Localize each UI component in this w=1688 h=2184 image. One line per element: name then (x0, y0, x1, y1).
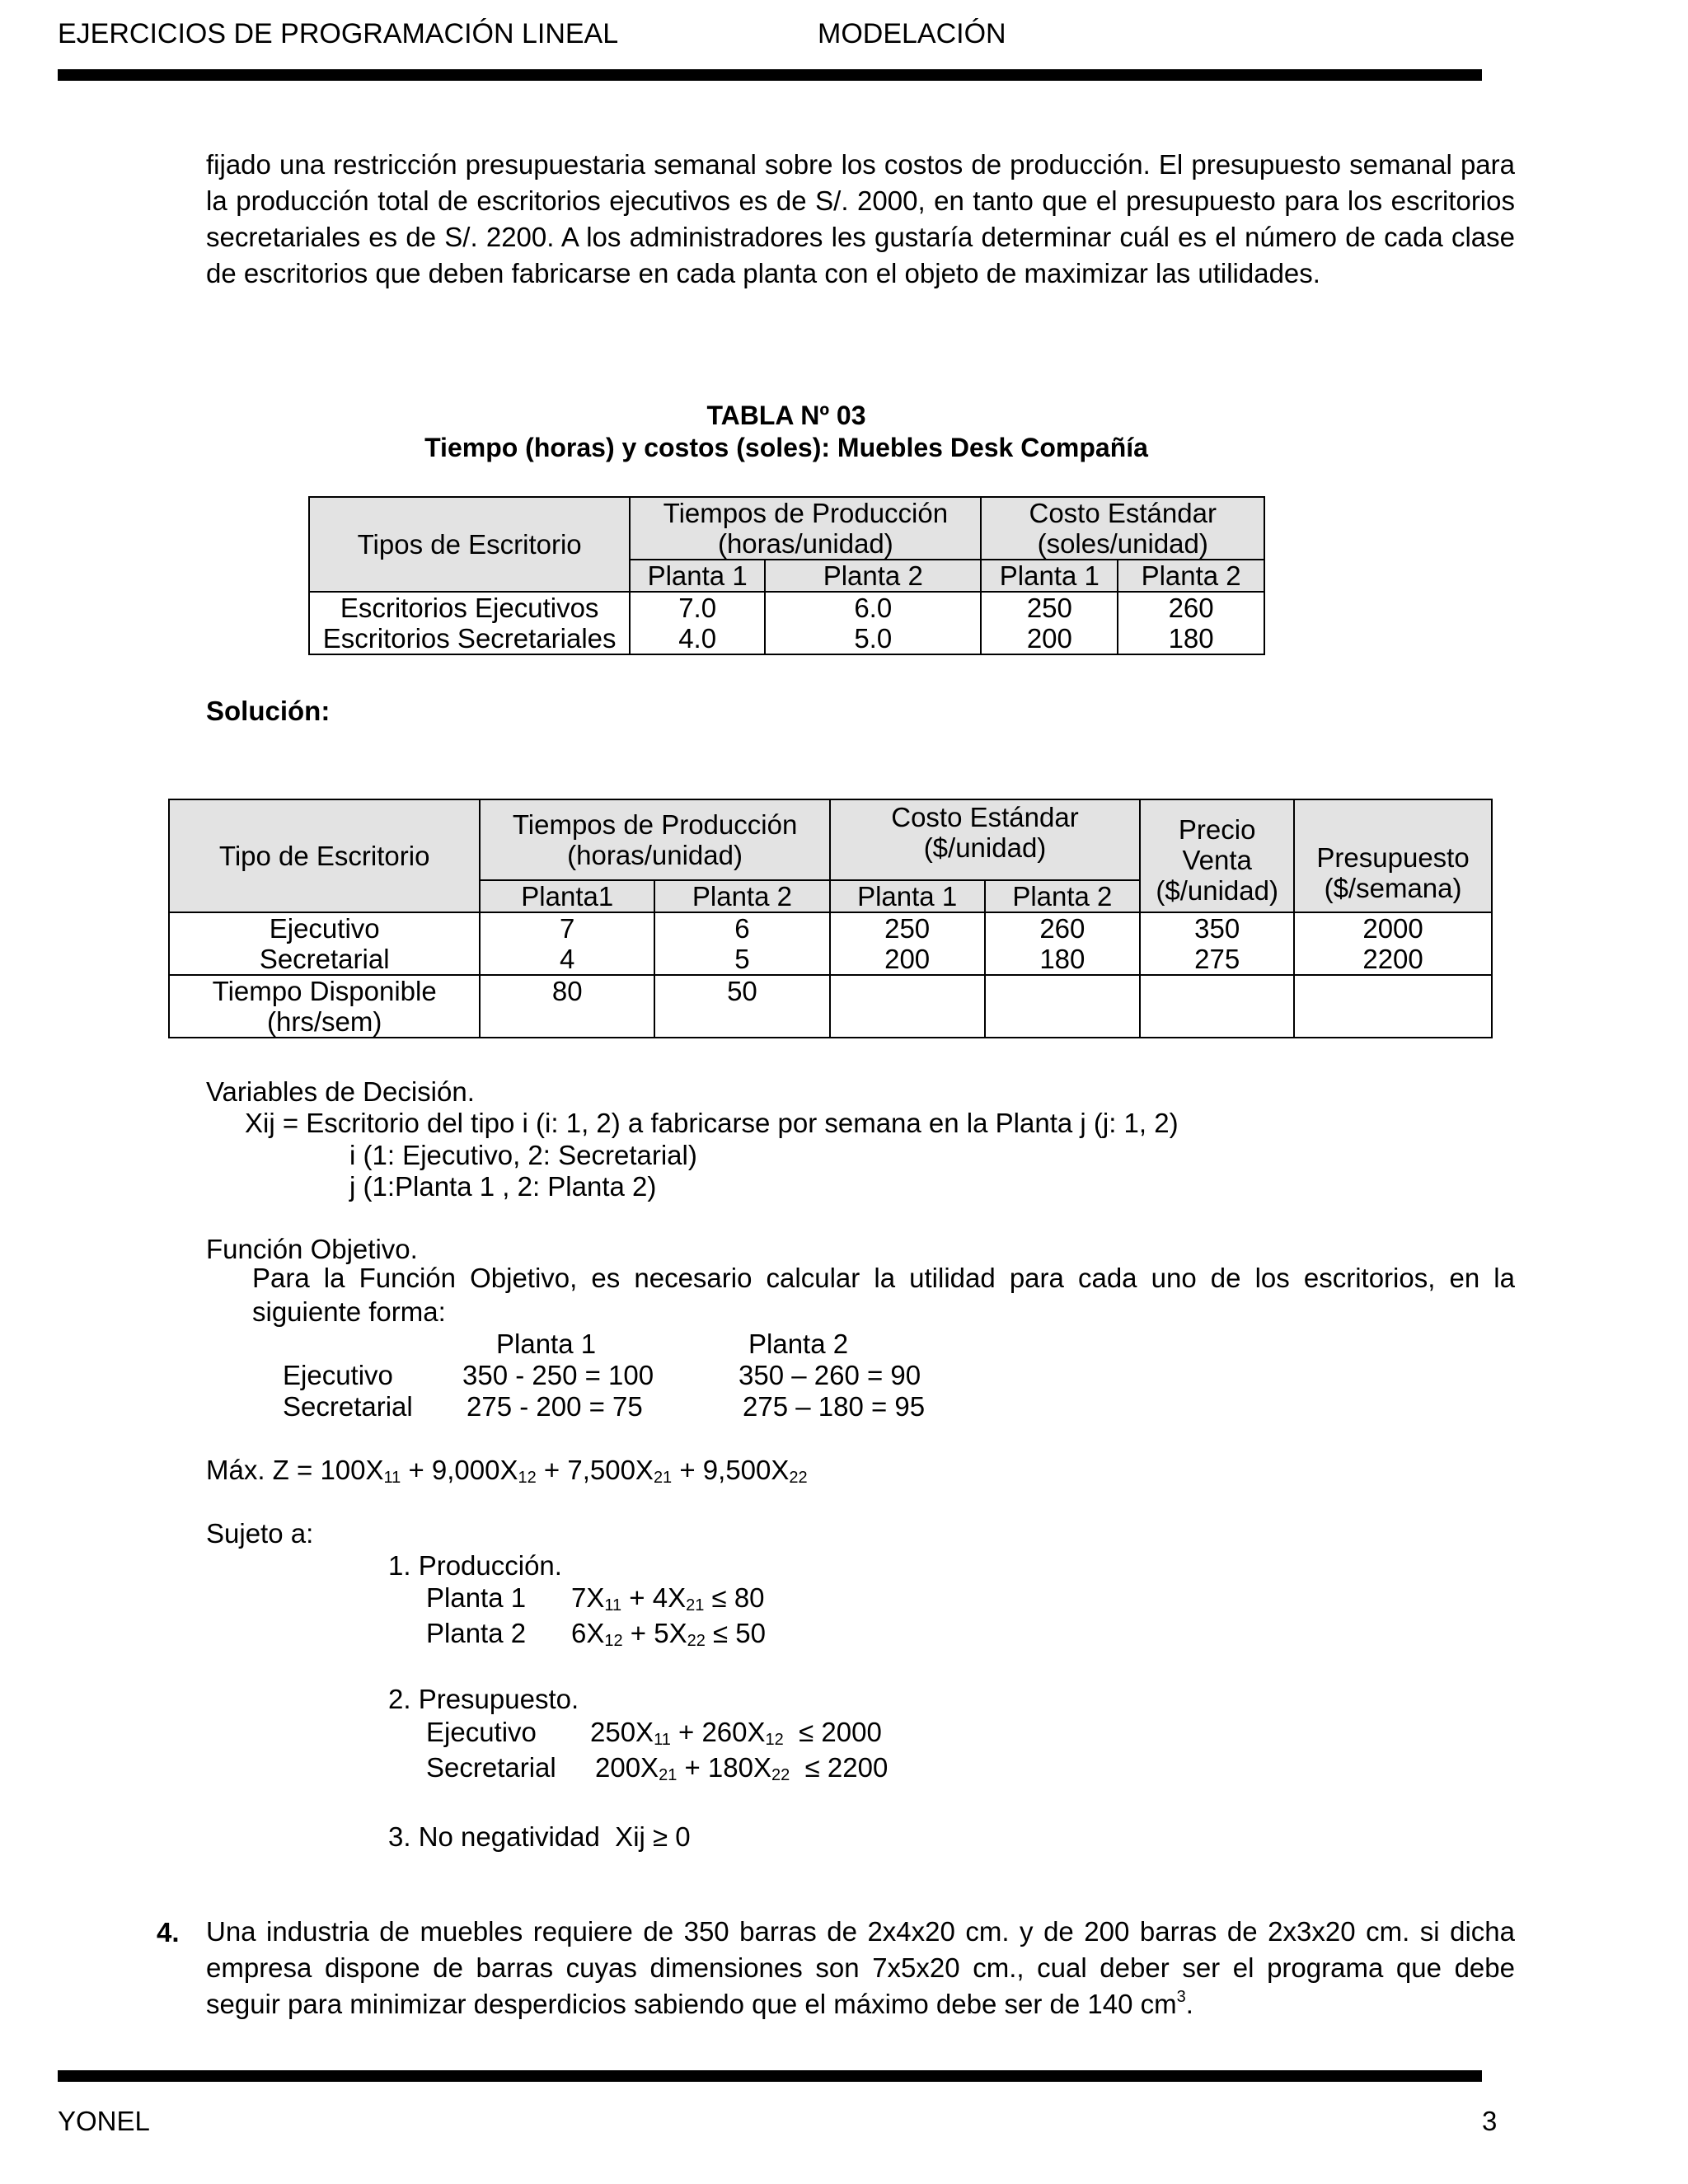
funcion-secretarial-p1: 275 - 200 = 75 (467, 1391, 643, 1422)
solution-tiempo-label: Tiempo Disponible (hrs/sem) (169, 975, 480, 1038)
constraint-ejecutivo: $250X_{11} + 260X_{12} \le 2000$ (590, 1717, 882, 1749)
problem4-line: empresa dispone de barras cuyas dimensiones son 7x5x20 cm., cual deber ser el programa que debe (206, 1952, 1515, 1983)
solution-cell: 5 (654, 944, 830, 975)
table-row (169, 975, 1492, 1038)
funcion-secretarial-p2: 275 – 180 = 95 (743, 1391, 926, 1422)
funcion-header-planta2: Planta 2 (748, 1329, 849, 1359)
solution-cell: 6 (654, 912, 830, 944)
constraint-planta2: $6X_{12} + 5X_{22} \le 50$ (571, 1618, 767, 1650)
sujeto-label: Sujeto a: (206, 1518, 314, 1549)
solution-cell: 80 (480, 975, 654, 1038)
page-number: 3 (1482, 2106, 1498, 2136)
solution-cell: 250 (830, 912, 985, 944)
solution-sub-header: Planta 1 (830, 880, 985, 912)
table3-col-tipo: Tipos de Escritorio (309, 497, 630, 592)
solution-cell-empty (1294, 975, 1492, 1038)
table3-cell: 250 (981, 592, 1118, 623)
objective-function: Máx. $Z = 100X_{11} + 9,000X_{12} + 7,500X_{21} + 9,500X_{22}$ (206, 1455, 808, 1487)
solution-sub-header: Planta1 (480, 880, 654, 912)
table3-cell: 6.0 (765, 592, 981, 623)
table-row (309, 623, 1264, 654)
intro-paragraph (206, 147, 1515, 292)
table3-sub-header: Planta 2 (765, 560, 981, 592)
solution-cell: 350 (1140, 912, 1294, 944)
variables-j: j (1:Planta 1 , 2: Planta 2) (349, 1171, 657, 1202)
intro-line: fijado una restricción presupuestaria semanal sobre los costos de producción. El presupuesto semanal para (206, 149, 1515, 180)
intro-line: secretariales es de S/. 2200. A los administradores les gustaría determinar cuál es el número de cada clase (206, 222, 1515, 252)
variables-title: Variables de Decisión. (206, 1076, 475, 1107)
solution-cell: 4 (480, 944, 654, 975)
table3-group-costo: Costo Estándar (soles/unidad) (981, 497, 1264, 560)
table3-cell: 180 (1118, 623, 1264, 654)
table3-subtitle: Tiempo (horas) y costos (soles): Muebles Desk Compañía (424, 433, 1148, 462)
solution-col-tipo: Tipo de Escritorio (169, 799, 480, 912)
table3-sub-header: Planta 2 (1118, 560, 1264, 592)
constraint-ejecutivo-label: Ejecutivo (426, 1717, 537, 1747)
solution-cell: 180 (985, 944, 1141, 975)
problem4-line: seguir para minimizar desperdicios sabiendo que el máximo debe ser de 140 $cm^3$. (206, 1988, 1193, 2019)
solution-cell-empty (1140, 975, 1294, 1038)
problem4-number: 4. (157, 1917, 180, 1947)
solution-cell-empty (985, 975, 1141, 1038)
header-rule (58, 69, 1482, 81)
constraint-secretarial-label: Secretarial (426, 1752, 556, 1783)
funcion-row-ejecutivo: Ejecutivo (283, 1360, 393, 1390)
constraint-presupuesto-title: 2. Presupuesto. (388, 1684, 579, 1714)
intro-line: de escritorios que deben fabricarse en cada planta con el objeto de maximizar las utilidades. (206, 258, 1320, 288)
solution-cell-empty (830, 975, 985, 1038)
table3-group-tiempos: Tiempos de Producción (horas/unidad) (630, 497, 981, 560)
constraint-secretarial: $200X_{21} + 180X_{22} \le 2200$ (595, 1752, 889, 1784)
header-left: EJERCICIOS DE PROGRAMACIÓN LINEAL (58, 18, 619, 49)
problem4-text (206, 1914, 1515, 2022)
constraint-planta1-label: Planta 1 (426, 1582, 527, 1613)
funcion-ejecutivo-p1: 350 - 250 = 100 (462, 1360, 654, 1390)
solution-cell: Secretarial (169, 944, 480, 975)
solution-col-presupuesto: Presupuesto ($/semana) (1294, 799, 1492, 912)
solution-group-costo: Costo Estándar ($/unidad) (830, 799, 1140, 880)
table3-cell: Escritorios Secretariales (309, 623, 630, 654)
table3-cell: 4.0 (630, 623, 765, 654)
solution-cell: 50 (654, 975, 830, 1038)
funcion-ejecutivo-p2: 350 – 260 = 90 (738, 1360, 921, 1390)
funcion-text: Para la Función Objetivo, es necesario calcular la utilidad para cada uno de los escritorios, en la (252, 1263, 1515, 1293)
table3 (308, 496, 1265, 655)
solution-cell: 2200 (1294, 944, 1492, 975)
table3-cell: 5.0 (765, 623, 981, 654)
table3-cell: 7.0 (630, 592, 765, 623)
table3-cell: 200 (981, 623, 1118, 654)
variables-definition: Xij = Escritorio del tipo i (i: 1, 2) a fabricarse por semana en la Planta j (j: 1, 2) (245, 1108, 1179, 1138)
funcion-text-2: siguiente forma: (252, 1296, 446, 1327)
table-row (309, 592, 1264, 623)
solution-sub-header: Planta 2 (654, 880, 830, 912)
table-row (169, 944, 1492, 975)
solution-sub-header: Planta 2 (985, 880, 1141, 912)
constraint-planta2-label: Planta 2 (426, 1618, 527, 1648)
table3-sub-header: Planta 1 (630, 560, 765, 592)
problem4-line: Una industria de muebles requiere de 350 barras de 2x4x20 cm. y de 200 barras de 2x3x20 cm. si dicha (206, 1916, 1515, 1947)
table3-cell: Escritorios Ejecutivos (309, 592, 630, 623)
solution-cell: Ejecutivo (169, 912, 480, 944)
table3-cell: 260 (1118, 592, 1264, 623)
constraint-produccion-title: 1. Producción. (388, 1550, 562, 1581)
solution-table (168, 799, 1493, 1038)
solution-cell: 200 (830, 944, 985, 975)
solution-cell: 2000 (1294, 912, 1492, 944)
solution-cell: 275 (1140, 944, 1294, 975)
table3-sub-header: Planta 1 (981, 560, 1118, 592)
funcion-header-planta1: Planta 1 (496, 1329, 597, 1359)
solution-col-precio: Precio Venta ($/unidad) (1140, 799, 1294, 912)
constraint-planta1: $7X_{11} + 4X_{21} \le 80$ (571, 1582, 765, 1615)
solucion-label: Solución: (206, 696, 331, 726)
table3-title: TABLA Nº 03 (706, 401, 866, 430)
table-row (169, 912, 1492, 944)
intro-line: la producción total de escritorios ejecutivos es de S/. 2000, en tanto que el presupuesto para los escritorios (206, 185, 1515, 216)
funcion-row-secretarial: Secretarial (283, 1391, 413, 1422)
footer-rule (58, 2070, 1482, 2082)
footer-left: YONEL (58, 2106, 150, 2136)
funcion-title: Función Objetivo. (206, 1234, 418, 1264)
header-center: MODELACIÓN (818, 18, 1006, 49)
constraint-no-negatividad: 3. No negatividad Xij ≥ 0 (388, 1821, 691, 1852)
solution-group-tiempos: Tiempos de Producción (horas/unidad) (480, 799, 829, 880)
variables-i: i (1: Ejecutivo, 2: Secretarial) (349, 1140, 697, 1170)
solution-cell: 260 (985, 912, 1141, 944)
solution-cell: 7 (480, 912, 654, 944)
